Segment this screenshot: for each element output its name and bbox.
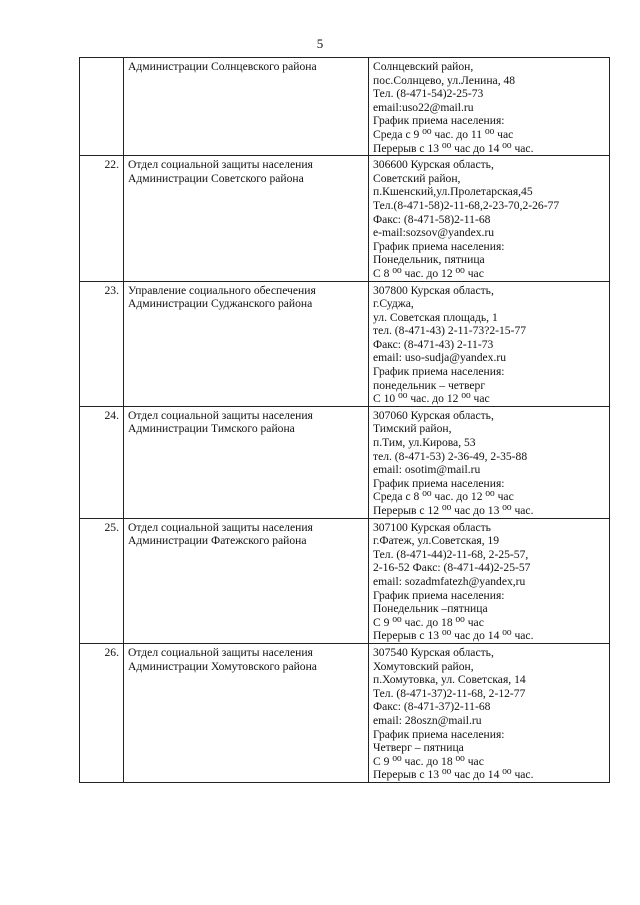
contact-line: График приема населения: xyxy=(373,239,505,253)
organization-cell xyxy=(124,156,369,281)
contact-line: С 9 ⁰⁰ час. до 18 ⁰⁰ час xyxy=(373,754,484,768)
contact-line: Тел. (8-471-54)2-25-73 xyxy=(373,87,484,101)
row-number xyxy=(80,58,124,156)
organization-name-line: Администрации Хомутовского района xyxy=(128,659,317,673)
organization-cell xyxy=(124,281,369,406)
contact-line: Перерыв с 12 ⁰⁰ час до 13 ⁰⁰ час. xyxy=(373,504,534,517)
contact-line: С 8 ⁰⁰ час. до 12 ⁰⁰ час xyxy=(373,266,484,280)
contact-line: Тел. (8-471-44)2-11-68, 2-25-57, xyxy=(373,547,529,561)
organization-name-line: Отдел социальной защиты населения xyxy=(128,645,313,659)
row-number: 23. xyxy=(80,281,124,406)
table-row xyxy=(80,156,610,281)
contact-line: email:uso22@mail.ru xyxy=(373,100,474,114)
contact-line: Понедельник –пятница xyxy=(373,602,488,616)
organization-cell xyxy=(124,518,369,643)
organization-name-line: Управление социального обеспечения xyxy=(128,283,316,297)
organization-name-line: Отдел социальной защиты населения xyxy=(128,408,313,422)
contact-line: Среда с 8 ⁰⁰ час. до 12 ⁰⁰ час xyxy=(373,490,514,504)
contacts-table xyxy=(79,57,610,783)
row-number: 24. xyxy=(80,406,124,518)
organization-name-line: Отдел социальной защиты населения xyxy=(128,520,313,534)
contact-line: e-mail:sozsov@yandex.ru xyxy=(373,226,495,240)
row-number: 26. xyxy=(80,643,124,782)
contact-cell xyxy=(369,281,610,406)
contact-line: График приема населения: xyxy=(373,365,505,379)
row-number: 22. xyxy=(80,156,124,281)
contact-line: Тимский район, xyxy=(373,422,452,436)
contact-cell xyxy=(369,156,610,281)
organization-name-line: Администрации Советского района xyxy=(128,171,304,185)
contact-line: пос.Солнцево, ул.Ленина, 48 xyxy=(373,73,516,87)
contact-line: Перерыв с 13 ⁰⁰ час до 14 ⁰⁰ час. xyxy=(373,141,534,155)
contact-line: тел. (8-471-43) 2-11-73?2-15-77 xyxy=(373,324,527,338)
organization-name-line: Администрации Суджанского района xyxy=(128,297,313,311)
contact-cell xyxy=(369,406,610,518)
contact-line: email: uso-sudja@yandex.ru xyxy=(373,351,507,365)
contact-line: г.Суджа, xyxy=(373,297,414,311)
organization-name-line: Администрации Фатежского района xyxy=(128,534,307,548)
contact-line: Факс: (8-471-37)2-11-68 xyxy=(373,700,491,714)
contact-line: п.Тим, ул.Кирова, 53 xyxy=(373,436,476,450)
row-number: 25. xyxy=(80,518,124,643)
contact-line: п.Кшенский,ул.Пролетарская,45 xyxy=(373,185,533,199)
table-row xyxy=(80,643,610,782)
contact-line: 307100 Курская область xyxy=(373,520,491,534)
contact-line: Четверг – пятница xyxy=(373,741,464,755)
contact-line: 306600 Курская область, xyxy=(373,158,494,172)
contact-line: График приема населения: xyxy=(373,727,505,741)
contact-line: 2-16-52 Факс: (8-471-44)2-25-57 xyxy=(373,561,531,575)
contact-line: email: 28oszn@mail.ru xyxy=(373,713,482,727)
contact-line: Факс: (8-471-58)2-11-68 xyxy=(373,212,491,226)
contact-line: г.Фатеж, ул.Советская, 19 xyxy=(373,534,500,548)
contact-line: График приема населения: xyxy=(373,114,505,128)
table-row xyxy=(80,58,610,156)
table-body xyxy=(80,58,610,783)
contact-line: email: sozadmfatezh@yandex,ru xyxy=(373,574,526,588)
contact-line: 307060 Курская область, xyxy=(373,408,494,422)
contact-line: Хомутовский район, xyxy=(373,659,474,673)
organization-name-line: Администрации Солнцевского района xyxy=(128,60,317,73)
contact-line: Тел. (8-471-37)2-11-68, 2-12-77 xyxy=(373,686,526,700)
page-number: 5 xyxy=(316,36,324,51)
contact-line: email: osotim@mail.ru xyxy=(373,463,481,477)
organization-name-line: Отдел социальной защиты населения xyxy=(128,158,313,172)
contact-cell xyxy=(369,58,610,156)
contact-line: График приема населения: xyxy=(373,476,505,490)
table-row xyxy=(80,518,610,643)
contact-line: С 10 ⁰⁰ час. до 12 ⁰⁰ час xyxy=(373,392,490,406)
organization-cell xyxy=(124,406,369,518)
contact-line: тел. (8-471-53) 2-36-49, 2-35-88 xyxy=(373,449,528,463)
contact-line: Советский район, xyxy=(373,171,461,185)
contact-line: С 9 ⁰⁰ час. до 18 ⁰⁰ час xyxy=(373,615,484,629)
contact-line: График приема населения: xyxy=(373,588,505,602)
contact-line: Солнцевский район, xyxy=(373,60,474,73)
contact-line: понедельник – четверг xyxy=(373,378,486,392)
contact-line: 307800 Курская область, xyxy=(373,283,494,297)
organization-cell xyxy=(124,643,369,782)
contact-line: Факс: (8-471-43) 2-11-73 xyxy=(373,337,494,351)
contact-line: 307540 Курская область, xyxy=(373,645,494,659)
contact-line: Понедельник, пятница xyxy=(373,253,485,267)
contact-line: Тел.(8-471-58)2-11-68,2-23-70,2-26-77 xyxy=(373,198,560,212)
contact-line: ул. Советская площадь, 1 xyxy=(373,310,498,324)
table-row xyxy=(80,281,610,406)
contact-line: Перерыв с 13 ⁰⁰ час до 14 ⁰⁰ час. xyxy=(373,629,534,643)
organization-cell xyxy=(124,58,369,156)
contact-line: п.Хомутовка, ул. Советская, 14 xyxy=(373,673,526,687)
contact-line: Среда с 9 ⁰⁰ час. до 11 ⁰⁰ час xyxy=(373,127,514,141)
contact-line: Перерыв с 13 ⁰⁰ час до 14 ⁰⁰ час. xyxy=(373,768,534,782)
organization-name-line: Администрации Тимского района xyxy=(128,422,295,436)
contact-cell xyxy=(369,643,610,782)
contact-cell xyxy=(369,518,610,643)
table-row xyxy=(80,406,610,518)
